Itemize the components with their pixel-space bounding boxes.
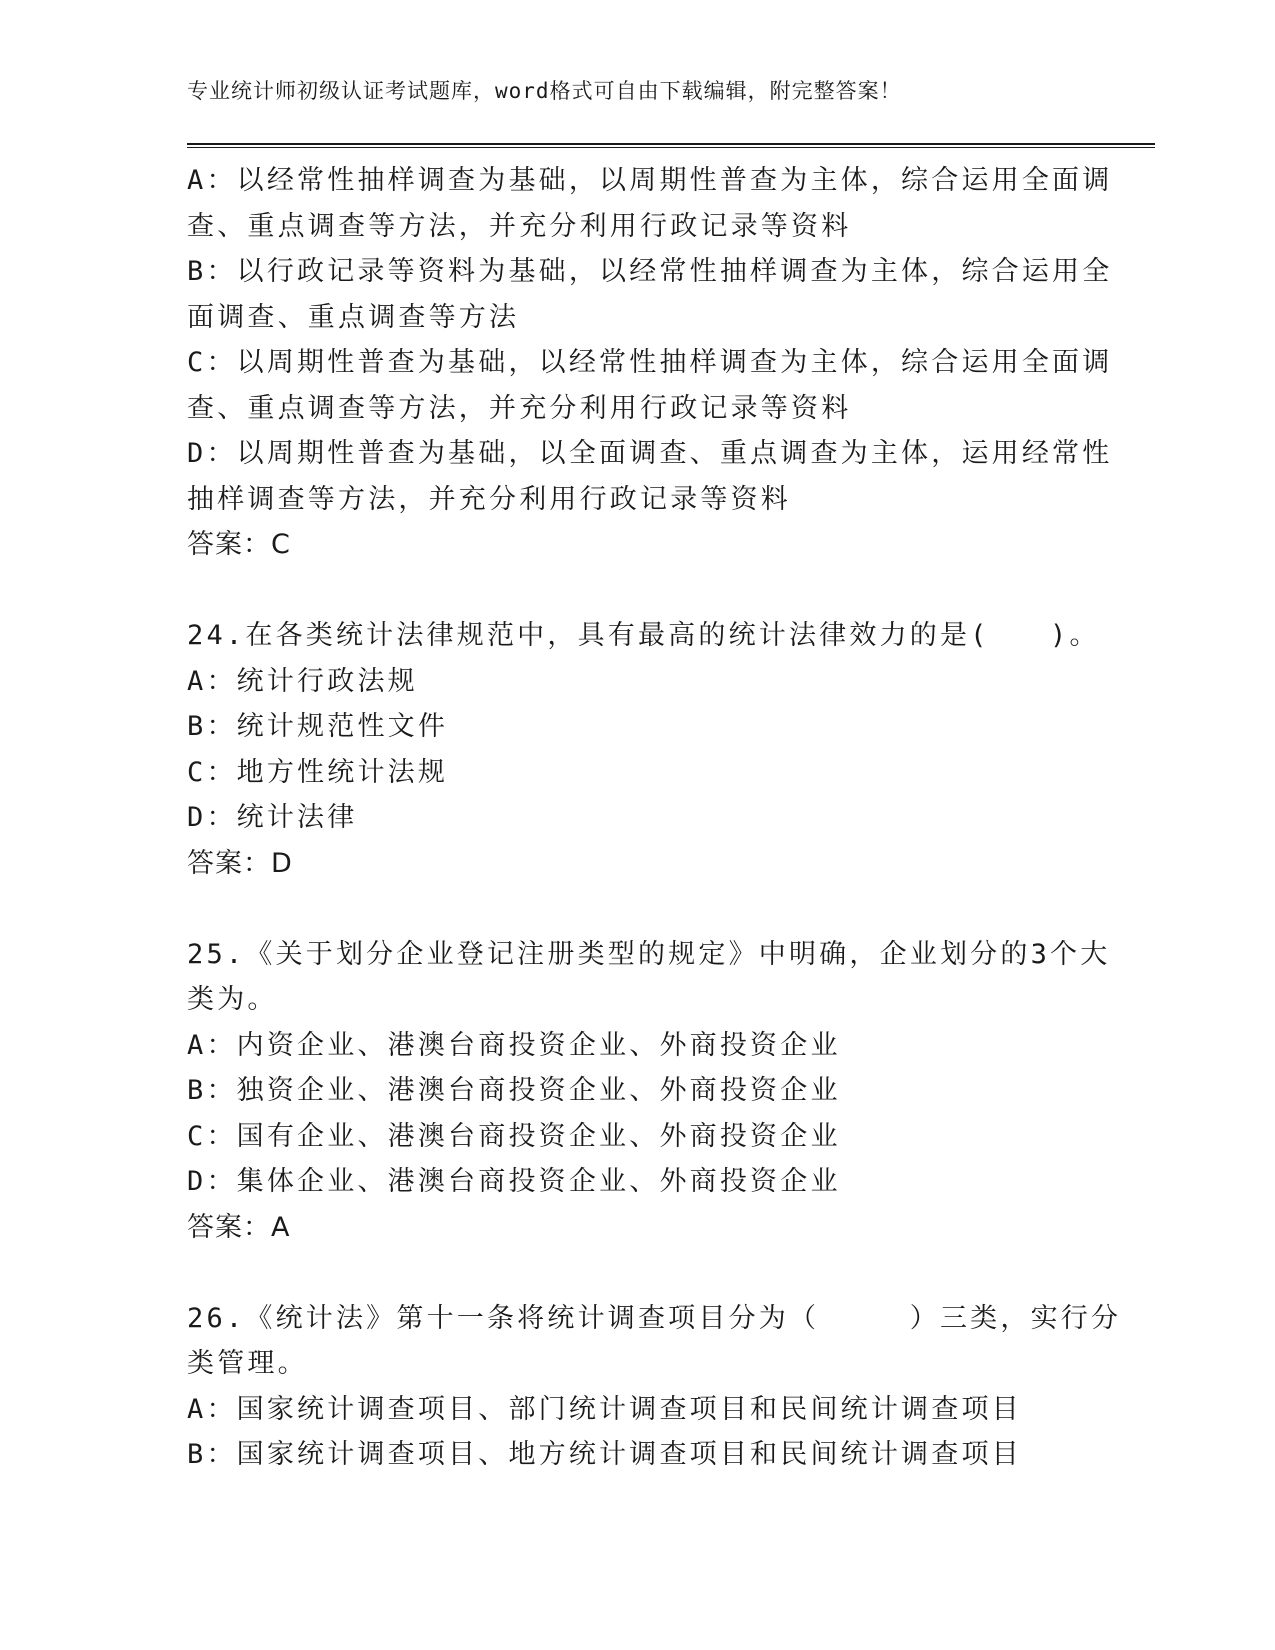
spacer (187, 886, 1087, 932)
answer-23: 答案：C (187, 529, 291, 560)
option-a: A：内资企业、港澳台商投资企业、外商投资企业 (187, 1029, 841, 1061)
spacer (187, 1250, 1087, 1296)
question-26-text-line-2: 类管理。 (187, 1348, 308, 1379)
option-b-line-2: 面调查、重点调查等方法 (187, 301, 520, 333)
option-b: B：统计规范性文件 (187, 711, 449, 742)
question-25-text-line-1: 25.《关于划分企业登记注册类型的规定》中明确，企业划分的3个大 (187, 938, 1111, 970)
question-24-text: 24.在各类统计法律规范中，具有最高的统计法律效力的是( )。 (187, 620, 1100, 651)
question-26 (187, 1296, 1122, 1478)
option-b-line-1: B：以行政记录等资料为基础，以经常性抽样调查为主体，综合运用全 (187, 256, 1113, 287)
option-d: D：统计法律 (187, 802, 358, 833)
option-a-line-1: A：以经常性抽样调查为基础，以周期性普查为主体，综合运用全面调 (187, 165, 1113, 196)
option-a: A：国家统计调查项目、部门统计调查项目和民间统计调查项目 (187, 1393, 1022, 1425)
question-24 (187, 613, 1100, 886)
option-b: B：独资企业、港澳台商投资企业、外商投资企业 (187, 1075, 841, 1106)
question-26-text-line-1: 26.《统计法》第十一条将统计调查项目分为（ ）三类，实行分 (187, 1302, 1122, 1334)
option-a-line-2: 查、重点调查等方法，并充分利用行政记录等资料 (187, 210, 852, 242)
option-c: C：国有企业、港澳台商投资企业、外商投资企业 (187, 1120, 841, 1152)
header-divider (187, 143, 1155, 148)
question-content (187, 158, 1122, 1478)
option-c-line-1: C：以周期性普查为基础，以经常性抽样调查为主体，综合运用全面调 (187, 347, 1113, 378)
answer-24: 答案：D (187, 847, 293, 879)
page-header: 专业统计师初级认证考试题库，word格式可自由下载编辑，附完整答案！ (187, 79, 902, 103)
option-d-line-1: D：以周期性普查为基础，以全面调查、重点调查为主体，运用经常性 (187, 438, 1113, 469)
question-25-text-line-2: 类为。 (187, 984, 278, 1015)
question-25 (187, 932, 1111, 1251)
option-d-line-2: 抽样调查等方法，并充分利用行政记录等资料 (187, 483, 791, 515)
question-23-options (187, 158, 1113, 568)
answer-25: 答案：A (187, 1211, 291, 1243)
option-a: A：统计行政法规 (187, 665, 418, 697)
option-b: B：国家统计调查项目、地方统计调查项目和民间统计调查项目 (187, 1439, 1022, 1470)
option-d: D：集体企业、港澳台商投资企业、外商投资企业 (187, 1166, 841, 1197)
spacer (187, 568, 1087, 614)
option-c-line-2: 查、重点调查等方法，并充分利用行政记录等资料 (187, 392, 852, 424)
option-c: C：地方性统计法规 (187, 756, 449, 788)
